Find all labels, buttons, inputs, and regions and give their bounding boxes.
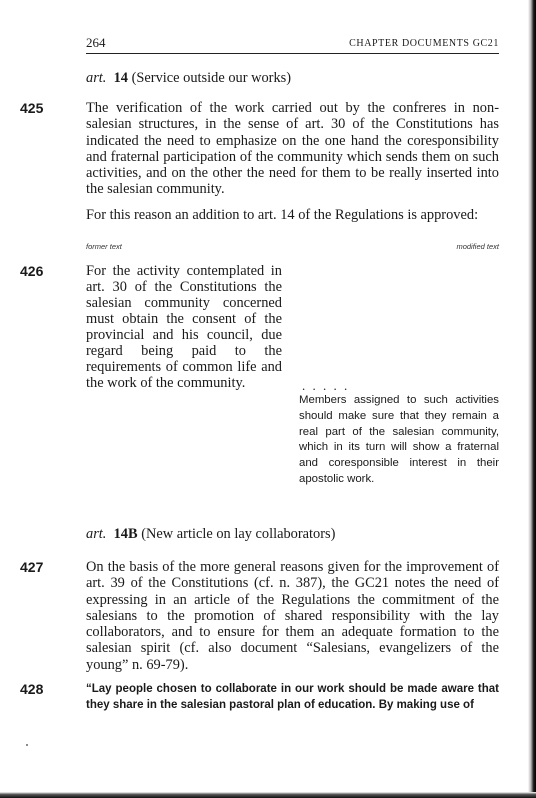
- page-number: 264: [86, 35, 106, 50]
- former-text-column: For the activity contemplated in art. 30 of the Constitutions the salesian community concerned must obtain the consent of the provincial and his council, due regard being paid to the requirements of common life and the work of the community.: [86, 263, 282, 391]
- ellipsis-marker: . . . . .: [302, 378, 350, 393]
- scan-speck: [26, 744, 28, 746]
- scan-edge-right: [528, 0, 536, 798]
- article-14-heading: [86, 70, 291, 86]
- modified-text-label: modified text: [456, 242, 499, 251]
- article-label: art.: [86, 70, 107, 86]
- running-head: CHAPTER DOCUMENTS GC21: [349, 38, 499, 49]
- article-14b-heading: [86, 526, 335, 542]
- paragraph-425-text-2: For this reason an addition to art. 14 of the Regulations is approved:: [86, 207, 479, 223]
- paragraph-427-text: On the basis of the more general reasons given for the improvement of art. 39 of the Constitutions (cf. n. 387), the GC21 notes the need of expressing in an article of the Regulations the commitment of the salesians to the promotion of shared responsibility with the lay collaborators, and to ensure for them an adequate formation to the salesian spirit (cf. also document “Salesians, evangelizers of the young” n. 69-79).: [86, 559, 499, 673]
- paragraph-425-text: The verification of the work carried out by the confreres in non-salesian structures, in the sense of art. 30 of the Constitutions has indicated the need to emphasize on the one hand the coresponsibility and fraternal participation of the community which sends them on such activities, and on the other the need for them to be really inserted into the salesian community.: [86, 100, 499, 198]
- article-label: art.: [86, 526, 107, 542]
- paragraph-number-427: 427: [20, 559, 44, 575]
- article-number: 14B: [113, 526, 138, 542]
- paragraph-428-text: “Lay people chosen to collaborate in our work should be made aware that they share in the salesian pastoral plan of education. By making use of: [86, 683, 499, 711]
- paragraph-number-428: 428: [20, 681, 44, 697]
- modified-text-column: Members assigned to such activities should make sure that they remain a real part of the salesian community, which in its turn will show a fraternal and coresponsible interest in their apostolic work.: [299, 394, 499, 485]
- former-text-label: former text: [86, 242, 122, 251]
- article-title: (Service outside our works): [131, 70, 292, 86]
- header-rule: [86, 53, 499, 54]
- article-number: 14: [113, 70, 128, 86]
- article-title: (New article on lay collaborators): [141, 526, 336, 542]
- paragraph-number-425: 425: [20, 100, 44, 116]
- paragraph-number-426: 426: [20, 263, 44, 279]
- scan-edge-bottom: [0, 792, 536, 798]
